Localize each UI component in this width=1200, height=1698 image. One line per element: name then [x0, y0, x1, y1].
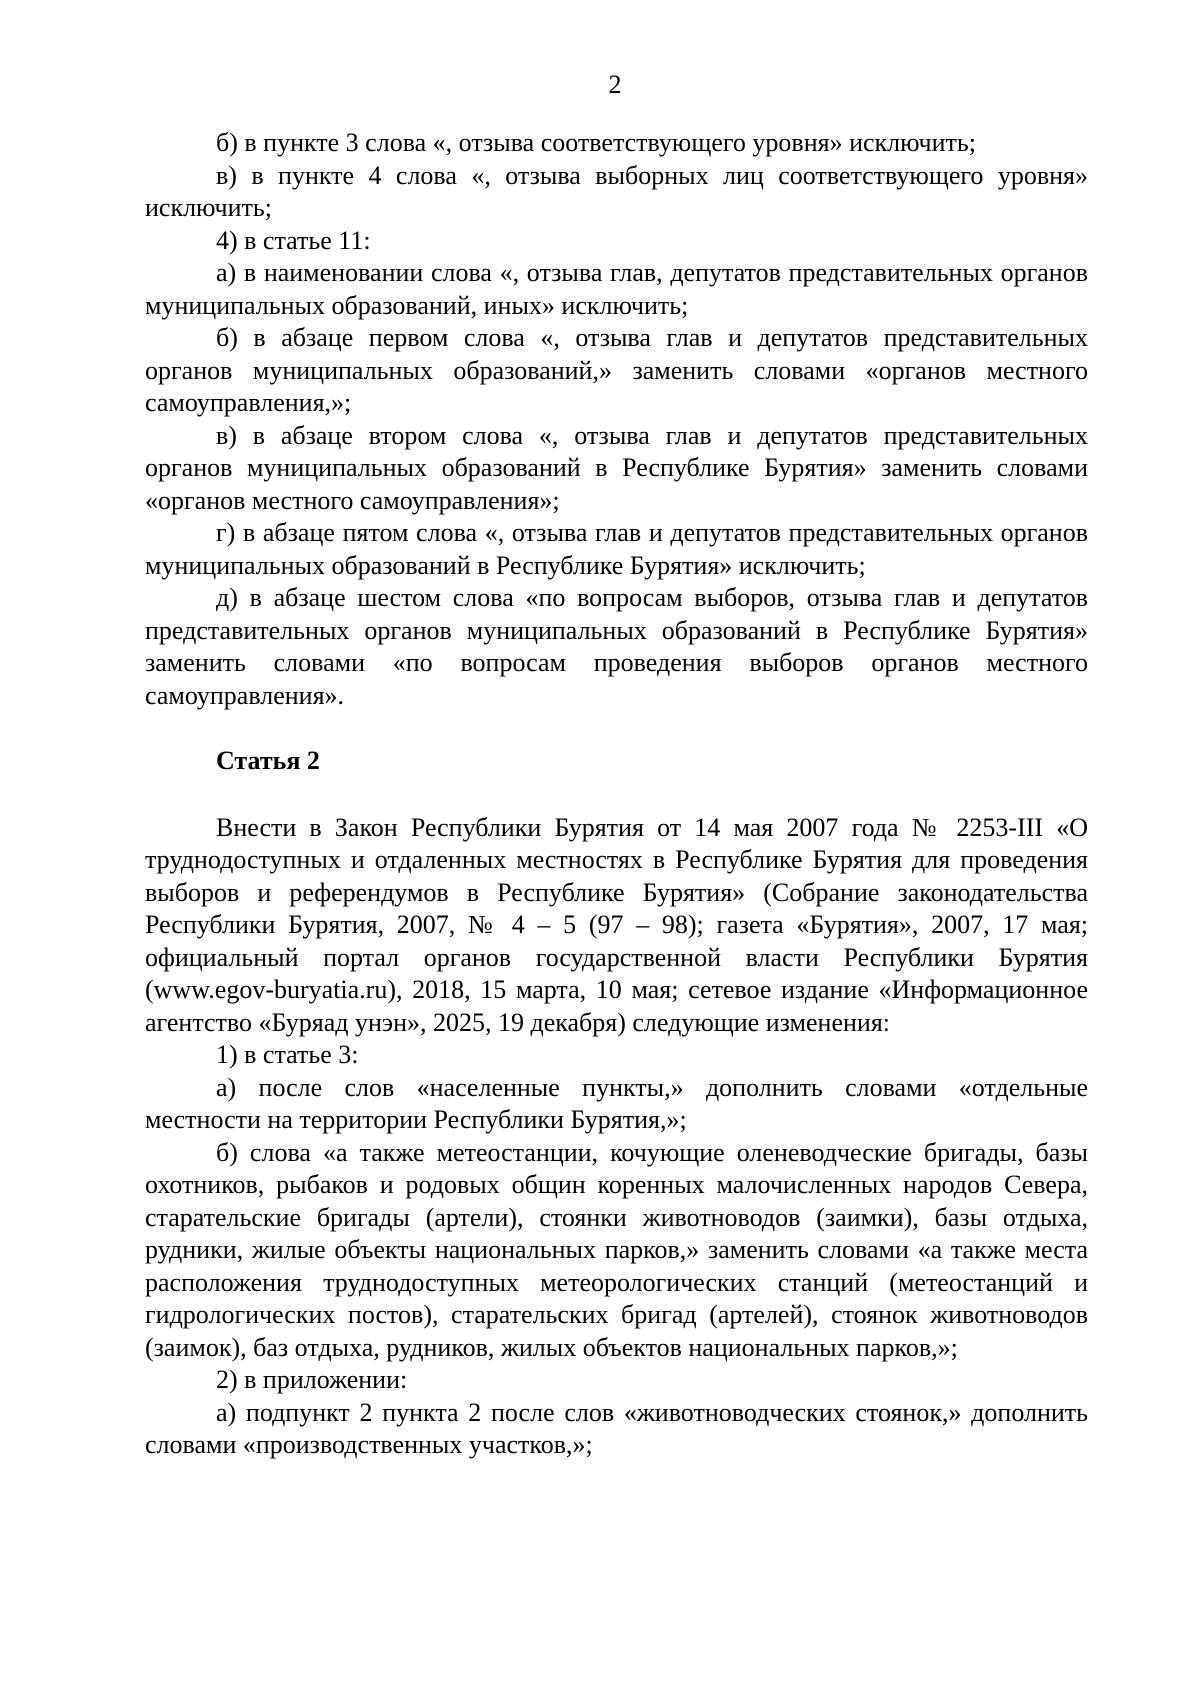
paragraph: а) в наименовании слова «, отзыва глав, депутатов представительных органов муниципальных образований, иных» исключить;: [145, 258, 1088, 320]
paragraph: 1) в статье 3:: [216, 1040, 359, 1069]
paragraph: б) в пункте 3 слова «, отзыва соответствующего уровня» исключить;: [216, 128, 976, 157]
document-body: [145, 127, 1088, 1462]
paragraph: 2) в приложении:: [216, 1365, 408, 1394]
paragraph: Внести в Закон Республики Бурятия от 14 мая 2007 года № 2253-III «О труднодоступных и отдаленных местностях в Республике Бурятия для проведения выборов и референдумов в Республике Бурятия» (Собрание законодательства Республики Бурятия, 2007, № 4 – 5 (97 – 98); газета «Бурятия», 2007, 17 мая; официальный портал органов государственной власти Республики Бурятия (www.egov-buryatia.ru), 2018, 15 марта, 10 мая; сетевое издание «Информационное агентство «Буряад унэн», 2025, 19 декабря) следующие изменения:: [145, 812, 1088, 1037]
paragraph: д) в абзаце шестом слова «по вопросам выборов, отзыва глав и депутатов представительных органов муниципальных образований в Республике Бурятия» заменить словами «по вопросам проведения выборов органов местного самоуправления».: [145, 583, 1088, 710]
paragraph: в) в абзаце втором слова «, отзыва глав и депутатов представительных органов муниципальных образований в Республике Бурятия» заменить словами «органов местного самоуправления»;: [145, 420, 1088, 515]
page-number: 2: [608, 70, 622, 99]
article-heading: Статья 2: [216, 746, 320, 775]
paragraph: г) в абзаце пятом слова «, отзыва глав и депутатов представительных органов муниципальных образований в Республике Бурятия» исключить;: [145, 518, 1088, 580]
paragraph: б) слова «а также метеостанции, кочующие оленеводческие бригады, базы охотников, рыбаков и родовых общин коренных малочисленных народов Севера, старательские бригады (артели), стоянки животноводов (заимки), базы отдыха, рудники, жилые объекты национальных парков,» заменить словами «а также места расположения труднодоступных метеорологических станций (метеостанций и гидрологических постов), старательских бригад (артелей), стоянок животноводов (заимок), баз отдыха, рудников, жилых объектов национальных парков,»;: [145, 1137, 1088, 1362]
paragraph: б) в абзаце первом слова «, отзыва глав и депутатов представительных органов муниципальных образований,» заменить словами «органов местного самоуправления,»;: [145, 323, 1088, 417]
paragraph: 4) в статье 11:: [216, 225, 371, 255]
paragraph: в) в пункте 4 слова «, отзыва выборных лиц соответствующего уровня» исключить;: [145, 160, 1088, 222]
paragraph: а) подпункт 2 пункта 2 после слов «животноводческих стоянок,» дополнить словами «производственных участков,»;: [145, 1397, 1088, 1459]
paragraph: а) после слов «населенные пункты,» дополнить словами «отдельные местности на территории Республики Бурятия,»;: [145, 1072, 1088, 1134]
